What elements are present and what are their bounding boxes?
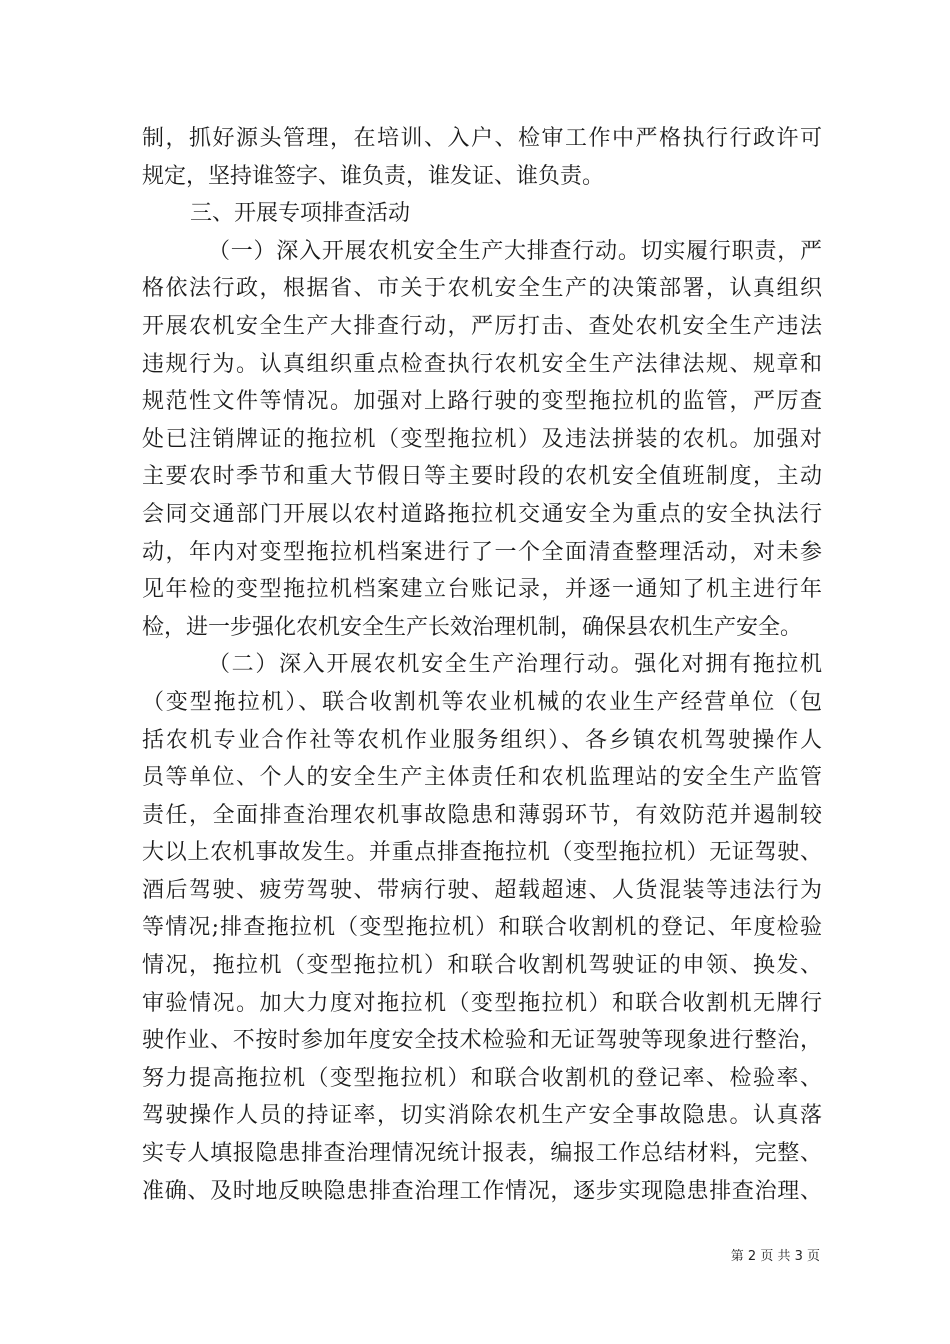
text-line: 规范性文件等情况。加强对上路行驶的变型拖拉机的监管，严厉查: [142, 389, 822, 415]
text-line: （变型拖拉机）、联合收割机等农业机械的农业生产经营单位（包: [142, 689, 822, 715]
text-line: 情况，拖拉机（变型拖拉机）和联合收割机驾驶证的申领、换发、: [142, 953, 822, 979]
text-line: 括农机专业合作社等农机作业服务组织）、各乡镇农机驾驶操作人: [142, 727, 822, 753]
text-line: 大以上农机事故发生。并重点排查拖拉机（变型拖拉机）无证驾驶、: [142, 840, 822, 866]
text-line: 努力提高拖拉机（变型拖拉机）和联合收割机的登记率、检验率、: [142, 1065, 822, 1091]
text-line: 酒后驾驶、疲劳驾驶、带病行驶、超载超速、人货混装等违法行为: [142, 877, 822, 903]
paragraph-first-line: （一）深入开展农机安全生产大排查行动。切实履行职责，严: [208, 238, 822, 264]
text-line: 驾驶操作人员的持证率，切实消除农机生产安全事故隐患。认真落: [142, 1103, 822, 1129]
text-line: 检，进一步强化农机安全生产长效治理机制，确保县农机生产安全。: [142, 614, 803, 640]
text-line: 员等单位、个人的安全生产主体责任和农机监理站的安全生产监管: [142, 765, 822, 791]
text-line: 会同交通部门开展以农村道路拖拉机交通安全为重点的安全执法行: [142, 501, 822, 527]
text-line: 格依法行政，根据省、市关于农机安全生产的决策部署，认真组织: [142, 276, 822, 302]
page-number: 第 2 页 共 3 页: [730, 1249, 820, 1264]
text-line: 责任，全面排查治理农机事故隐患和薄弱环节，有效防范并遏制较: [142, 802, 822, 828]
section-heading: 三、开展专项排查活动: [190, 201, 411, 227]
text-line: 审验情况。加大力度对拖拉机（变型拖拉机）和联合收割机无牌行: [142, 990, 822, 1016]
text-line: 开展农机安全生产大排查行动，严厉打击、查处农机安全生产违法: [142, 313, 822, 339]
text-line: 准确、及时地反映隐患排查治理工作情况，逐步实现隐患排查治理、: [142, 1178, 822, 1204]
text-line: 驶作业、不按时参加年度安全技术检验和无证驾驶等现象进行整治，: [142, 1028, 822, 1054]
text-line: 等情况;排查拖拉机（变型拖拉机）和联合收割机的登记、年度检验: [142, 915, 822, 941]
text-line: 见年检的变型拖拉机档案建立台账记录，并逐一通知了机主进行年: [142, 577, 822, 603]
document-body: [142, 120, 822, 1210]
text-line: 规定，坚持谁签字、谁负责，谁发证、谁负责。: [142, 163, 605, 189]
text-line: 实专人填报隐患排查治理情况统计报表，编报工作总结材料，完整、: [142, 1141, 822, 1167]
text-line: 主要农时季节和重大节假日等主要时段的农机安全值班制度，主动: [142, 464, 822, 490]
text-line: 处已注销牌证的拖拉机（变型拖拉机）及违法拼装的农机。加强对: [142, 426, 822, 452]
paragraph-first-line: （二）深入开展农机安全生产治理行动。强化对拥有拖拉机: [208, 652, 822, 678]
text-line: 制，抓好源头管理，在培训、入户、检审工作中严格执行行政许可: [142, 126, 822, 151]
text-line: 动，年内对变型拖拉机档案进行了一个全面清查整理活动，对未参: [142, 539, 822, 565]
text-line: 违规行为。认真组织重点检查执行农机安全生产法律法规、规章和: [142, 351, 822, 377]
